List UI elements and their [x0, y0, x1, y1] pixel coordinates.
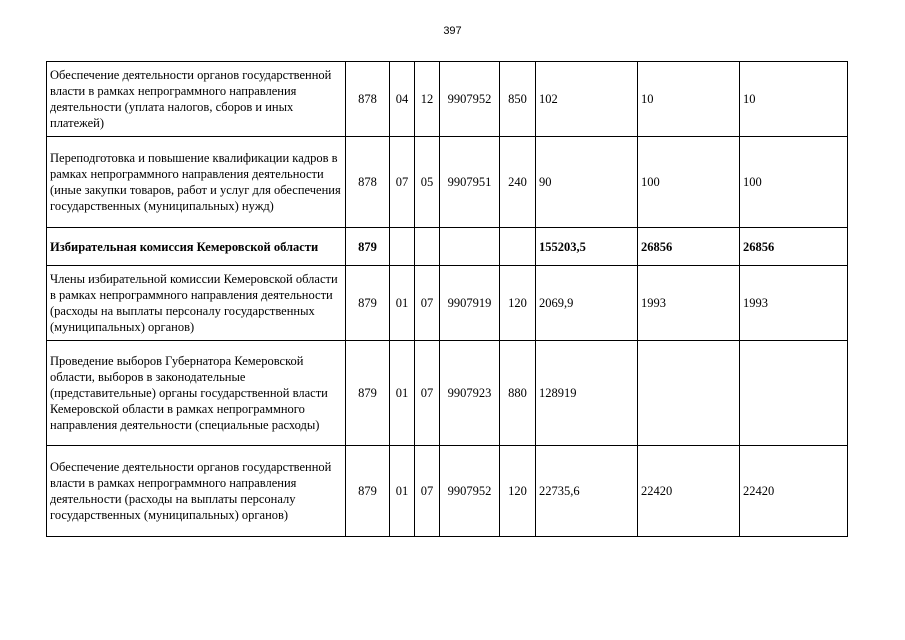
- ministry-code: 879: [346, 228, 390, 266]
- value-2: 22420: [638, 446, 740, 537]
- expense-type-code: 880: [500, 341, 536, 446]
- table-row: [47, 341, 848, 446]
- subsection-code: 07: [415, 341, 440, 446]
- value-3: [740, 341, 848, 446]
- value-3: 26856: [740, 228, 848, 266]
- target-code: 9907923: [440, 341, 500, 446]
- expense-type-code: 850: [500, 62, 536, 137]
- table-row: [47, 228, 848, 266]
- expense-type-code: 120: [500, 446, 536, 537]
- ministry-code: 879: [346, 266, 390, 341]
- value-2: 100: [638, 137, 740, 228]
- section-code: 01: [390, 266, 415, 341]
- value-1: 128919: [536, 341, 638, 446]
- section-code: [390, 228, 415, 266]
- table-row: [47, 62, 848, 137]
- subsection-code: 07: [415, 446, 440, 537]
- section-code: 07: [390, 137, 415, 228]
- row-description: Обеспечение деятельности органов государственной власти в рамках непрограммного направления деятельности (уплата налогов, сборов и иных платежей): [47, 62, 346, 137]
- row-description: Избирательная комиссия Кемеровской области: [47, 228, 346, 266]
- value-1: 90: [536, 137, 638, 228]
- table-row: [47, 137, 848, 228]
- value-3: 1993: [740, 266, 848, 341]
- expense-type-code: 120: [500, 266, 536, 341]
- row-description: Переподготовка и повышение квалификации кадров в рамках непрограммного направления деятельности (иные закупки товаров, работ и услуг для обеспечения государственных (муниципальных) нужд): [47, 137, 346, 228]
- subsection-code: 12: [415, 62, 440, 137]
- value-3: 10: [740, 62, 848, 137]
- value-2: 10: [638, 62, 740, 137]
- target-code: 9907952: [440, 446, 500, 537]
- ministry-code: 878: [346, 62, 390, 137]
- value-2: 1993: [638, 266, 740, 341]
- subsection-code: [415, 228, 440, 266]
- target-code: 9907952: [440, 62, 500, 137]
- value-1: 2069,9: [536, 266, 638, 341]
- section-code: 01: [390, 446, 415, 537]
- subsection-code: 05: [415, 137, 440, 228]
- table-row: [47, 446, 848, 537]
- expense-type-code: 240: [500, 137, 536, 228]
- target-code: 9907951: [440, 137, 500, 228]
- ministry-code: 879: [346, 446, 390, 537]
- row-description: Обеспечение деятельности органов государственной власти в рамках непрограммного направления деятельности (расходы на выплаты персоналу государственных (муниципальных) органов): [47, 446, 346, 537]
- expense-type-code: [500, 228, 536, 266]
- ministry-code: 879: [346, 341, 390, 446]
- section-code: 01: [390, 341, 415, 446]
- ministry-code: 878: [346, 137, 390, 228]
- table-row: [47, 266, 848, 341]
- value-2: [638, 341, 740, 446]
- budget-table: [46, 61, 848, 537]
- page-number: 397: [443, 25, 462, 37]
- value-3: 22420: [740, 446, 848, 537]
- section-code: 04: [390, 62, 415, 137]
- row-description: Проведение выборов Губернатора Кемеровской области, выборов в законодательные (представительные) органы государственной власти Кемеровской области в рамках непрограммного направления деятельности (специальные расходы): [47, 341, 346, 446]
- value-3: 100: [740, 137, 848, 228]
- value-2: 26856: [638, 228, 740, 266]
- value-1: 22735,6: [536, 446, 638, 537]
- target-code: [440, 228, 500, 266]
- row-description: Члены избирательной комиссии Кемеровской области в рамках непрограммного направления деятельности (расходы на выплаты персоналу государственных (муниципальных) органов): [47, 266, 346, 341]
- target-code: 9907919: [440, 266, 500, 341]
- value-1: 155203,5: [536, 228, 638, 266]
- value-1: 102: [536, 62, 638, 137]
- subsection-code: 07: [415, 266, 440, 341]
